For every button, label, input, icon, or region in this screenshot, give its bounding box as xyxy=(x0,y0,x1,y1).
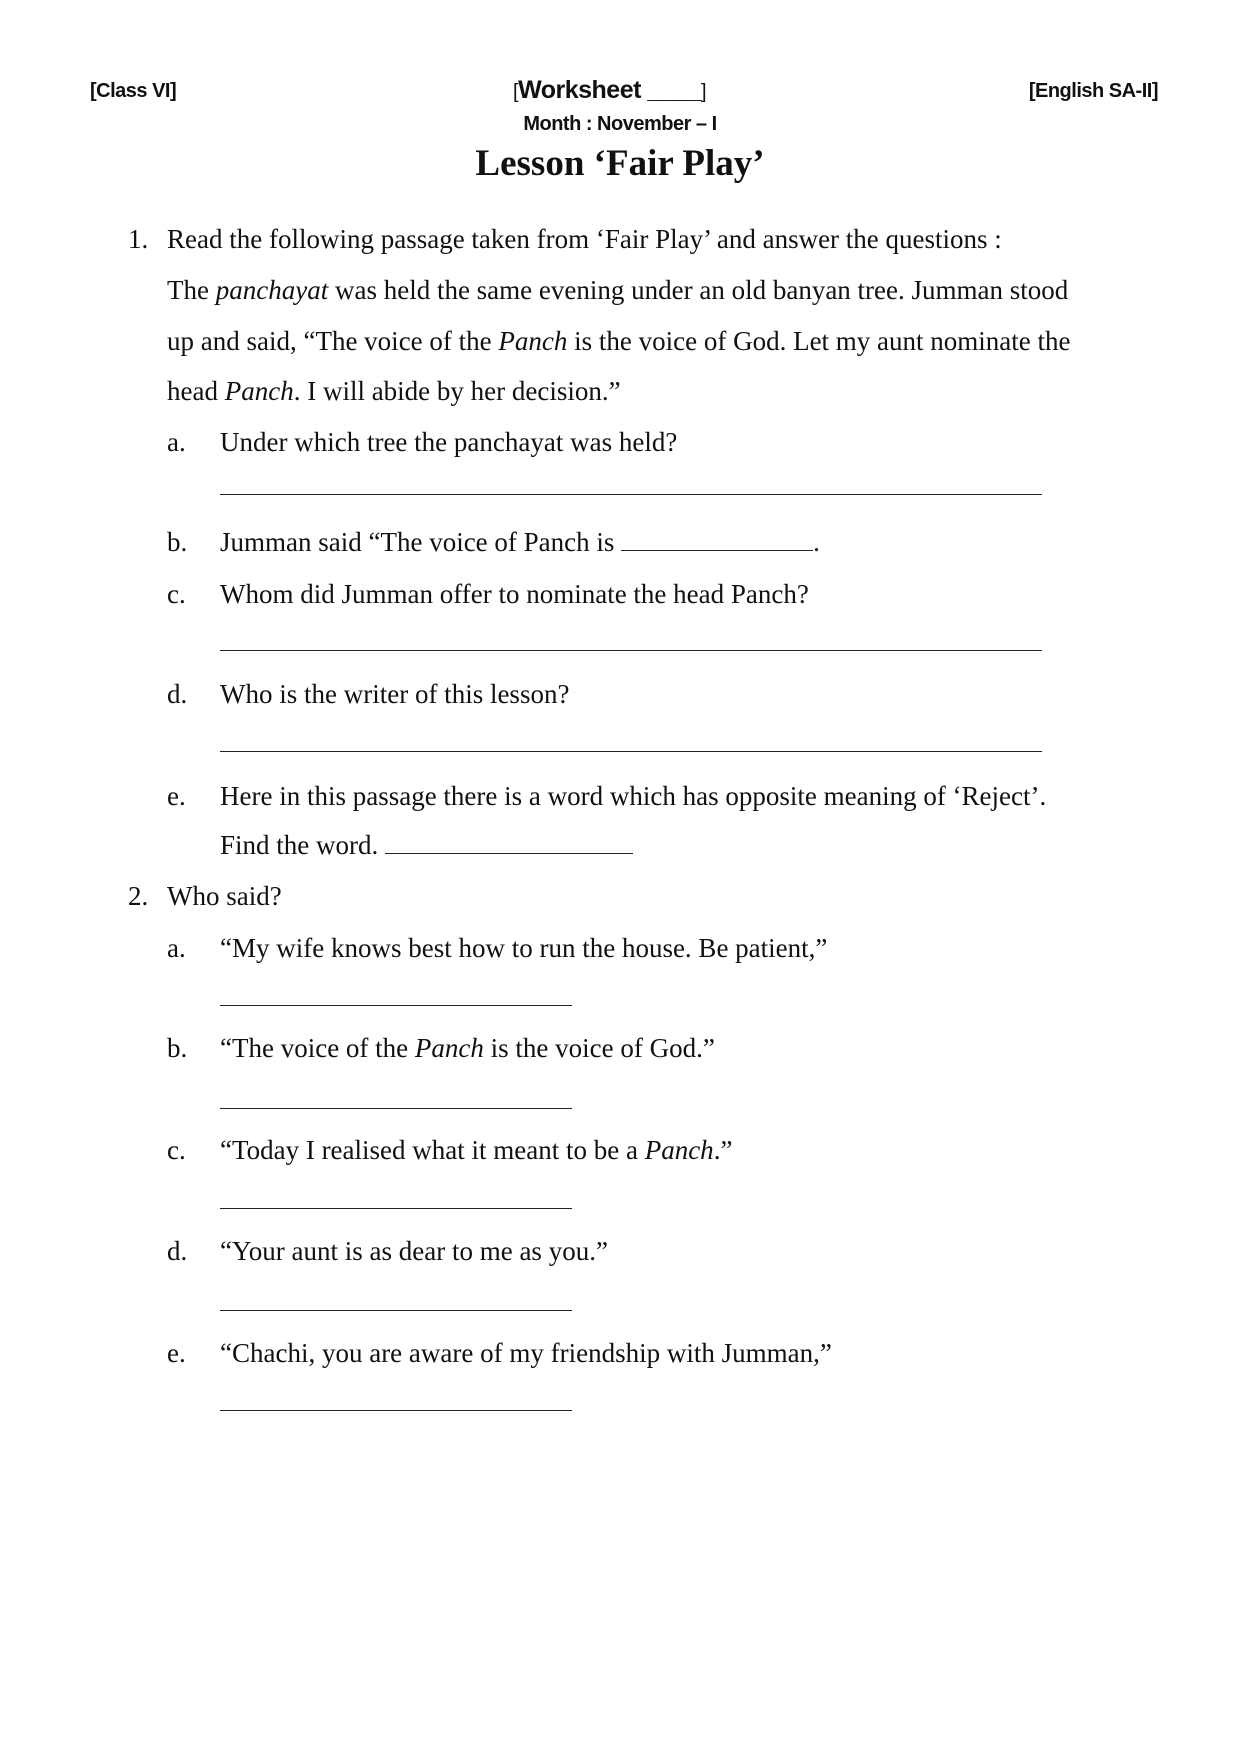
answer-line[interactable] xyxy=(220,1108,572,1109)
text: Find the word. xyxy=(220,830,379,860)
passage-line-3 xyxy=(167,376,621,407)
answer-line[interactable] xyxy=(220,751,1042,752)
text: is the voice of God. Let my aunt nominate the xyxy=(567,326,1071,356)
text: .” xyxy=(713,1135,733,1165)
text: head xyxy=(167,376,225,406)
fill-blank[interactable] xyxy=(385,831,633,854)
class-label: [Class VI] xyxy=(90,80,177,102)
text: . I will abide by her decision.” xyxy=(293,376,621,406)
q2-prompt: Who said? xyxy=(167,881,282,911)
q2b-label: b. xyxy=(167,1033,188,1063)
q1e-label: e. xyxy=(167,781,186,811)
q1-prompt: Read the following passage taken from ‘Fair Play’ and answer the questions : xyxy=(167,224,1002,254)
q2b-text xyxy=(220,1033,715,1064)
text-italic: Panch xyxy=(224,376,294,406)
q2-number: 2. xyxy=(128,881,149,911)
answer-line[interactable] xyxy=(220,1410,572,1411)
q2c-label: c. xyxy=(167,1135,186,1165)
text: “The voice of the xyxy=(220,1033,415,1063)
text: up and said, “The voice of the xyxy=(167,326,499,356)
text-italic: panchayat xyxy=(215,275,329,305)
text-italic: Panch xyxy=(414,1033,484,1063)
text: is the voice of God.” xyxy=(483,1033,715,1063)
month-label: Month : November – I xyxy=(523,113,717,135)
text: was held the same evening under an old banyan tree. Jumman stood xyxy=(328,275,1069,305)
q1b-label: b. xyxy=(167,527,188,557)
q1b-text xyxy=(220,527,820,558)
subject-label: [English SA-II] xyxy=(1028,80,1158,102)
q2d-text: “Your aunt is as dear to me as you.” xyxy=(220,1236,608,1266)
bracket-open: [ xyxy=(513,81,519,103)
worksheet-number: Worksheet ____ xyxy=(518,76,701,104)
q1c-label: c. xyxy=(167,579,186,609)
q1d-label: d. xyxy=(167,679,188,709)
answer-line[interactable] xyxy=(220,1005,572,1006)
q2a-label: a. xyxy=(167,933,186,963)
text-italic: Panch xyxy=(644,1135,714,1165)
q2c-text xyxy=(220,1135,732,1166)
passage-line-2 xyxy=(167,326,1071,357)
q1-number: 1. xyxy=(128,224,149,254)
bracket-close: ] xyxy=(700,81,707,103)
q2e-text: “Chachi, you are aware of my friendship with Jumman,” xyxy=(220,1338,832,1368)
answer-line[interactable] xyxy=(220,1310,572,1311)
text: Jumman said “The voice of Panch is xyxy=(220,527,615,557)
q2a-text: “My wife knows best how to run the house. Be patient,” xyxy=(220,933,828,963)
q1c-text: Whom did Jumman offer to nominate the head Panch? xyxy=(220,579,809,609)
q1e-text-2 xyxy=(220,830,633,861)
text: “Today I realised what it meant to be a xyxy=(220,1135,645,1165)
answer-line[interactable] xyxy=(220,494,1042,495)
text: . xyxy=(813,527,820,557)
worksheet-label xyxy=(513,76,706,105)
page-title: Lesson ‘Fair Play’ xyxy=(475,143,765,184)
q2e-label: e. xyxy=(167,1338,186,1368)
q1e-text: Here in this passage there is a word which has opposite meaning of ‘Reject’. xyxy=(220,781,1047,811)
passage-line-1 xyxy=(167,275,1068,306)
answer-line[interactable] xyxy=(220,650,1042,651)
q1a-text: Under which tree the panchayat was held? xyxy=(220,427,678,457)
q1a-label: a. xyxy=(167,427,186,457)
text: The xyxy=(167,275,216,305)
q1d-text: Who is the writer of this lesson? xyxy=(220,679,570,709)
fill-blank[interactable] xyxy=(621,528,813,551)
answer-line[interactable] xyxy=(220,1208,572,1209)
text-italic: Panch xyxy=(498,326,568,356)
q2d-label: d. xyxy=(167,1236,188,1266)
